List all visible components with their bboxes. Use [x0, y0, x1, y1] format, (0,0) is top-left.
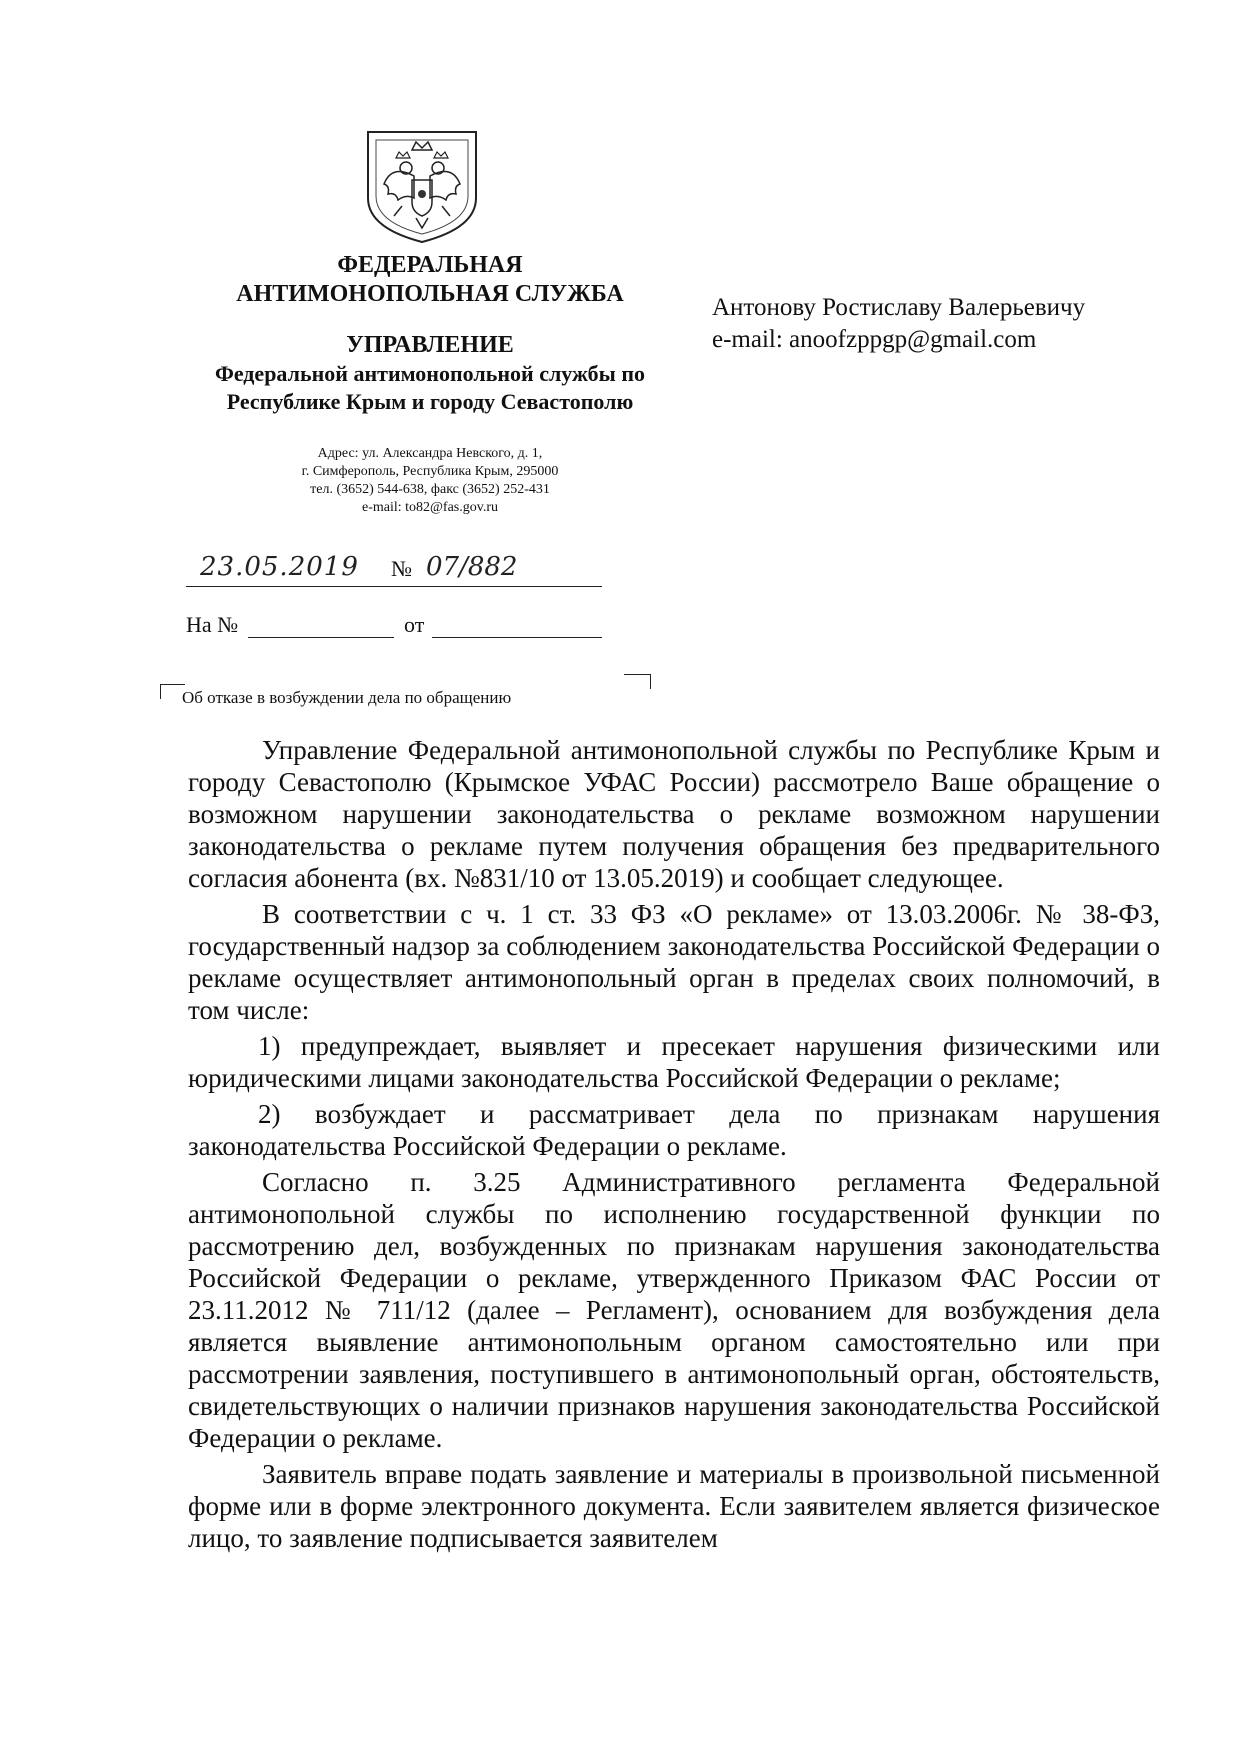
reply-date-blank: [432, 637, 602, 638]
recipient-name: Антонову Ростиславу Валерьевичу: [712, 294, 1086, 321]
letter-body: [188, 734, 1160, 1554]
body-paragraph: Заявитель вправе подать заявление и материалы в произвольной письменной форме или в форме электронного документа. Если заявителем является физическое лицо, то заявление подписывается заявителем: [188, 1459, 1160, 1553]
address-line: г. Симферополь, Республика Крым, 295000: [301, 464, 559, 479]
agency-name-line2: АНТИМОНОПОЛЬНАЯ СЛУЖБА: [236, 281, 624, 307]
department-subtitle: Федеральной антимонопольной службы по Республике Крым и городу Севастополю: [214, 361, 646, 414]
phone-fax-line: тел. (3652) 544-638, факс (3652) 252-431: [310, 482, 550, 497]
underline: [186, 586, 602, 587]
subject-bracket-right: [624, 674, 651, 689]
outgoing-number: 07/882: [426, 552, 518, 582]
reply-reference: [186, 612, 606, 642]
outgoing-date-number: [186, 552, 602, 592]
body-paragraph: Согласно п. 3.25 Административного регламента Федеральной антимонопольной службы по исполнению государственной функции по рассмотрению дел, возбужденных по признакам нарушения законодательства Российской Федерации о рекламе, утвержденного Приказом ФАС России от 23.11.2012 № 711/12 (далее – Регламент), основанием для возбуждения дела является выявление антимонопольным органом самостоятельно или при рассмотрении заявления, поступившего в антимонопольный орган, обстоятельств, свидетельствующих о наличии признаков нарушения законодательства Российской Федерации о рекламе.: [188, 1167, 1160, 1453]
reply-date-label: от: [404, 612, 425, 637]
body-paragraph: В соответствии с ч. 1 ст. 33 ФЗ «О рекламе» от 13.03.2006г. № 38-ФЗ, государственный надзор за соблюдением законодательства Российской Федерации о рекламе осуществляет антимонопольный орган в пределах своих полномочий, в том числе:: [188, 899, 1160, 1025]
recipient-email: e-mail: anoofzppgp@gmail.com: [712, 326, 1037, 353]
address-line: Адрес: ул. Александра Невского, д. 1,: [317, 446, 543, 461]
reply-number-label: На №: [186, 612, 239, 637]
number-label: №: [391, 556, 412, 581]
letter-subject: Об отказе в возбуждении дела по обращению: [182, 688, 512, 707]
agency-name-line1: ФЕДЕРАЛЬНАЯ: [337, 252, 523, 278]
body-paragraph: Управление Федеральной антимонопольной службы по Республике Крым и городу Севастополю (Крымское УФАС России) рассмотрело Ваше обращение о возможном нарушении законодательства о рекламе возможном нарушении законодательства о рекламе путем получения обращения без предварительного согласия абонента (вх. №831/10 от 13.05.2019) и сообщает следующее.: [188, 735, 1160, 893]
coat-of-arms-icon: [362, 128, 482, 246]
body-list-item: 1) предупреждает, выявляет и пресекает нарушения физическими или юридическими лицами законодательства Российской Федерации о рекламе;: [188, 1031, 1160, 1093]
agency-email: e-mail: to82@fas.gov.ru: [361, 500, 498, 515]
outgoing-date: 23.05.2019: [200, 552, 359, 582]
department-title: УПРАВЛЕНИЕ: [346, 332, 514, 358]
reply-number-blank: [248, 637, 394, 638]
body-list-item: 2) возбуждает и рассматривает дела по признакам нарушения законодательства Российской Федерации о рекламе.: [188, 1099, 1160, 1161]
